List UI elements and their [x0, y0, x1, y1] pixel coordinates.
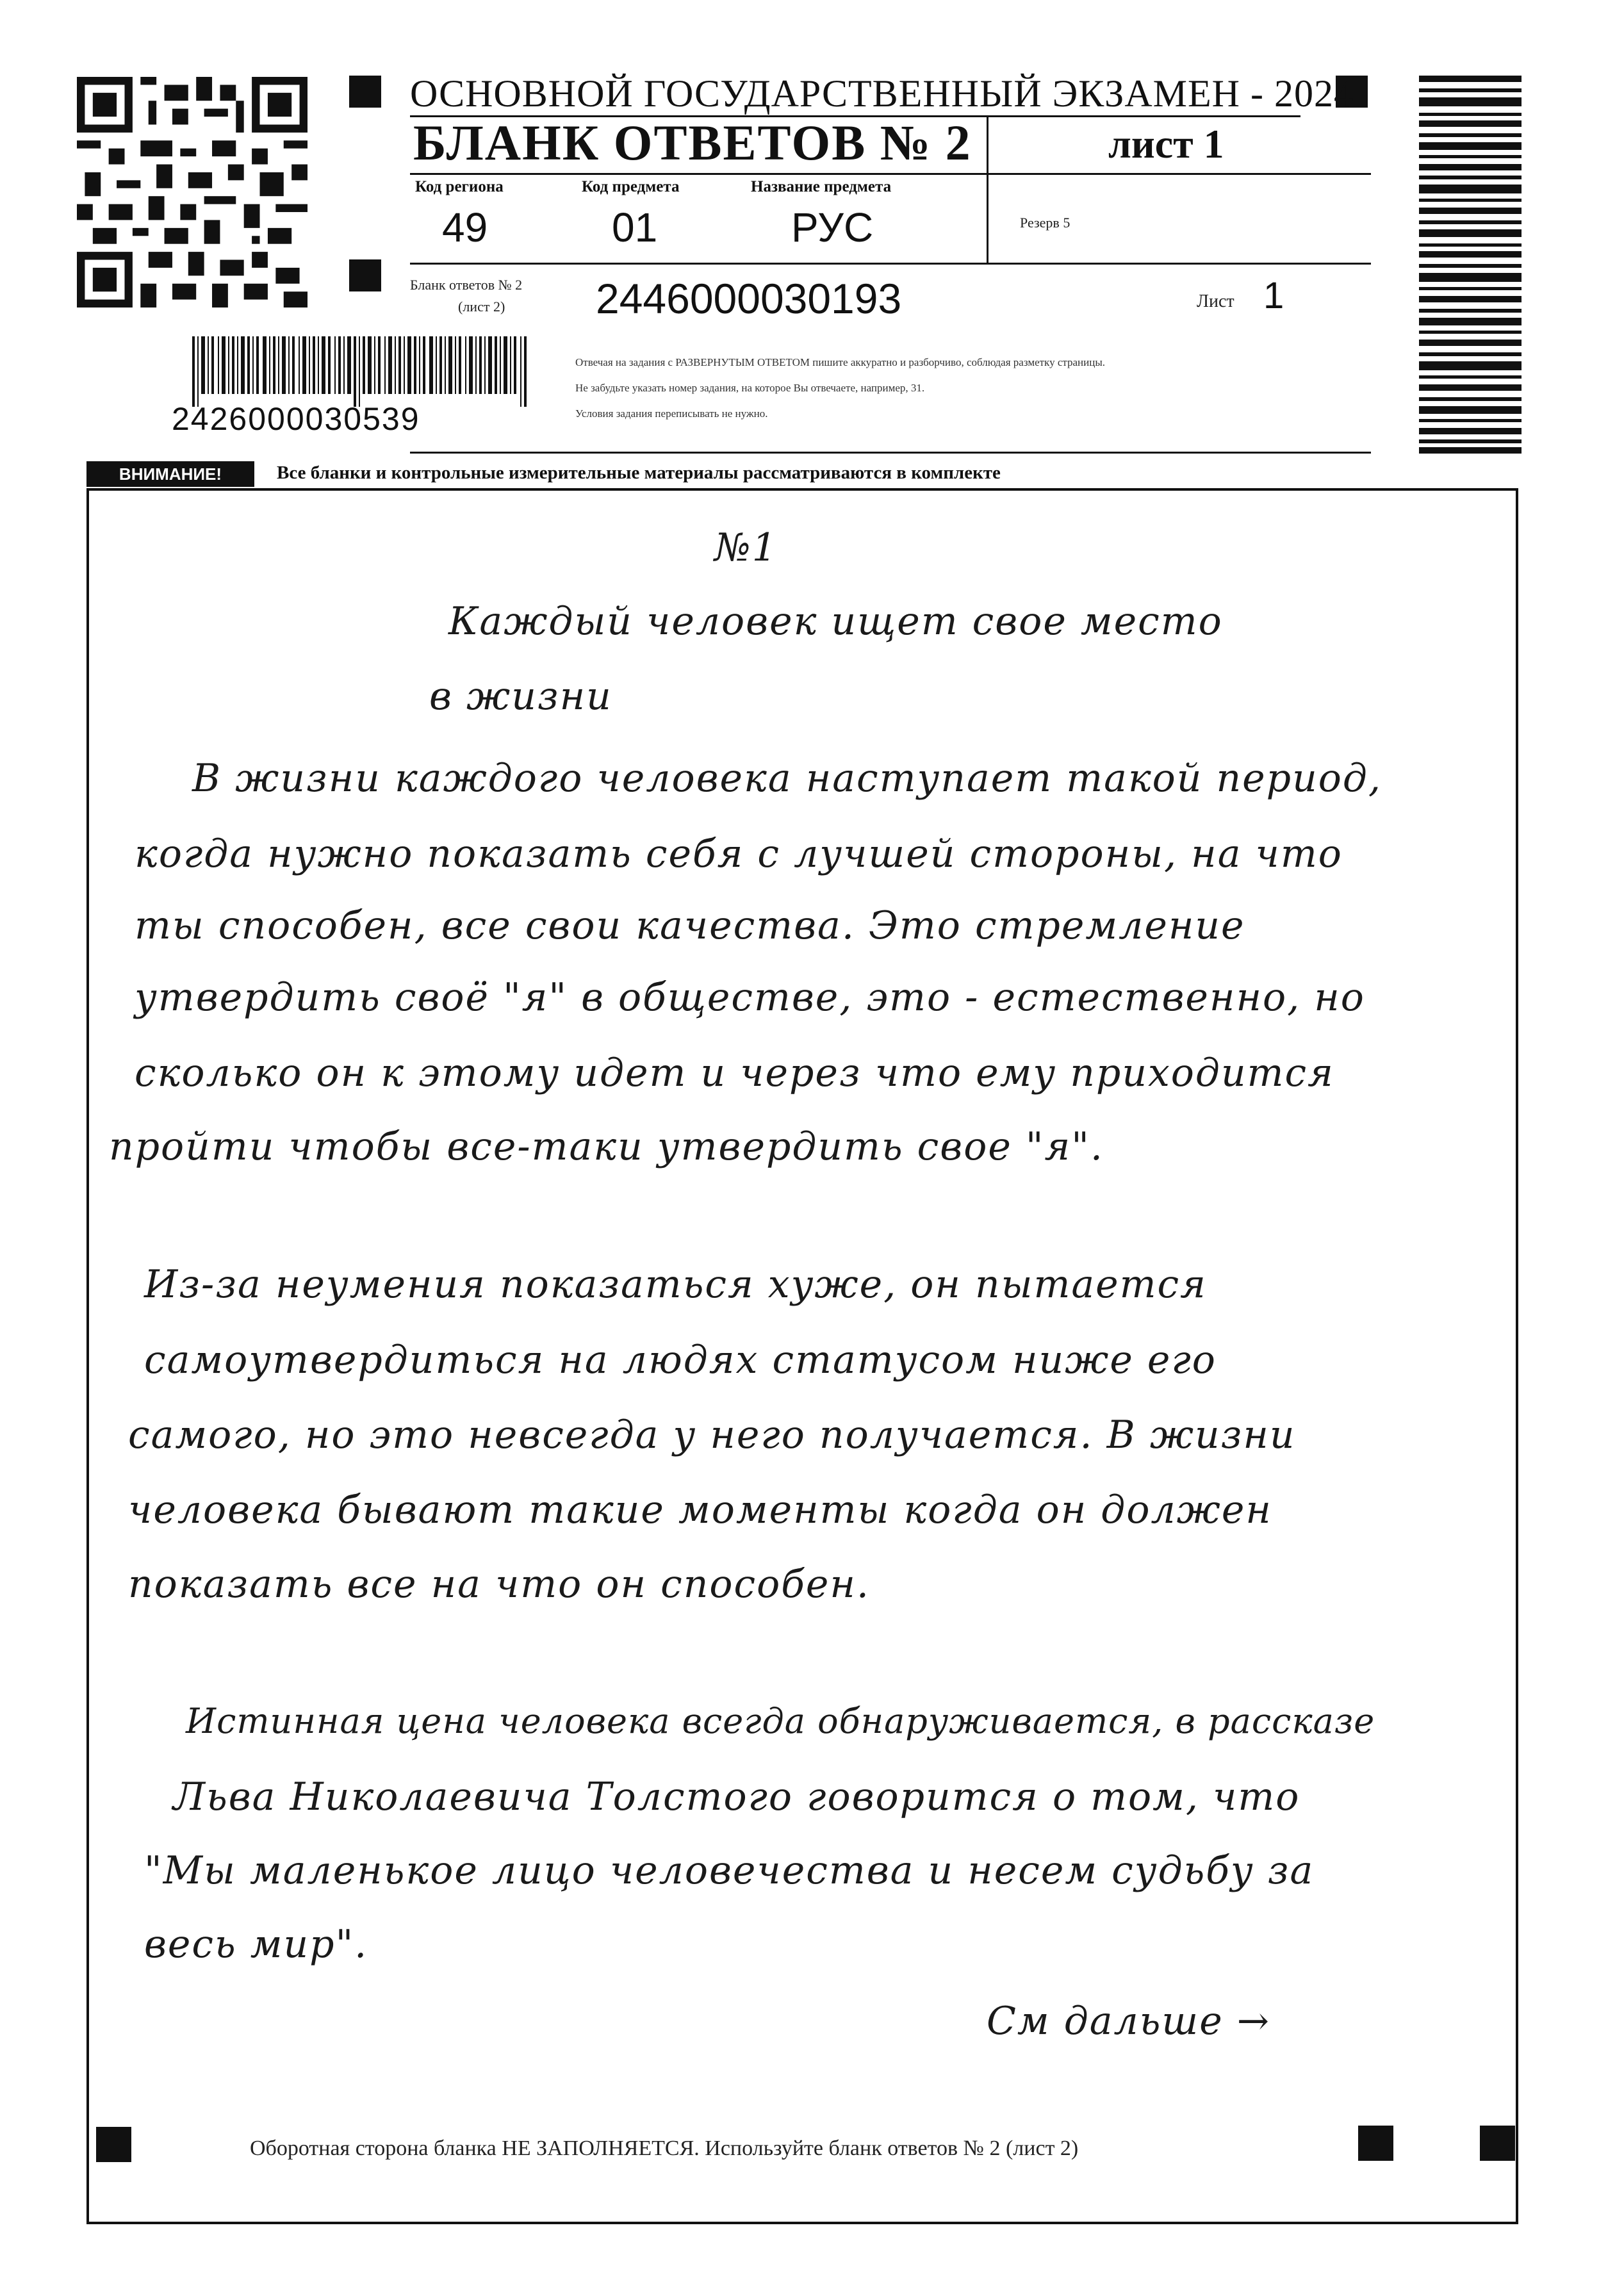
sheet-label: лист 1 [1108, 121, 1224, 167]
subject-code-label: Код предмета [582, 178, 680, 195]
side-barcode [1419, 76, 1521, 454]
essay-line: Истинная цена человека всегда обнаруживается, в рассказе [186, 1701, 1375, 1741]
qr-code [77, 77, 308, 307]
essay-line: Льва Николаевича Толстого говорится о том, что [173, 1775, 1300, 1819]
exam-title: ОСНОВНОЙ ГОСУДАРСТВЕННЫЙ ЭКЗАМЕН - 2024 [410, 72, 1354, 115]
essay-line: Из-за неумения показаться хуже, он пытается [144, 1262, 1207, 1307]
header-rule-2 [410, 173, 1371, 175]
essay-title-line-1: Каждый человек ищет свое место [448, 599, 1223, 644]
essay-line: "Мы маленькое лицо человечества и несем судьбу за [144, 1848, 1315, 1893]
essay-line: утвердить своё "я" в обществе, это - естественно, но [135, 975, 1365, 1020]
instruction-line-2: Не забудьте указать номер задания, на которое Вы отвечаете, например, 31. [575, 382, 925, 394]
form-title: БЛАНК ОТВЕТОВ № 2 [413, 115, 972, 170]
essay-line: показать все на что он способен. [128, 1562, 870, 1607]
essay-line: сколько он к этому идет и через что ему приходится [135, 1051, 1334, 1095]
essay-line: самого, но это невсегда у него получается. В жизни [128, 1413, 1296, 1457]
task-number: №1 [714, 525, 778, 570]
header-bottom-rule [410, 452, 1371, 454]
instruction-line-1: Отвечая на задания с РАЗВЕРНУТЫМ ОТВЕТОМ пишите аккуратно и разборчиво, соблюдая разметку страницы. [575, 356, 1106, 368]
registration-mark-top-left [349, 76, 381, 108]
form2-ref-line2: (лист 2) [458, 299, 505, 315]
subject-code-value: 01 [612, 204, 658, 250]
list-label: Лист [1197, 291, 1234, 311]
region-value: 49 [442, 204, 488, 250]
warning-badge: ВНИМАНИЕ! [86, 461, 254, 487]
reserve-label: Резерв 5 [1020, 215, 1070, 231]
essay-line: самоутвердиться на людях статусом ниже его [144, 1338, 1217, 1382]
list-value: 1 [1263, 275, 1284, 316]
region-label: Код региона [415, 178, 504, 195]
essay-line: ты способен, все свои качества. Это стремление [135, 903, 1245, 948]
instruction-line-3: Условия задания переписывать не нужно. [575, 407, 768, 420]
header-divider-vertical [987, 115, 988, 264]
essay-line: когда нужно показать себя с лучшей стороны, на что [135, 832, 1343, 876]
essay-line: В жизни каждого человека наступает такой период, [192, 756, 1382, 801]
essay-line: весь мир". [144, 1922, 368, 1967]
form2-ref-line1: Бланк ответов № 2 [410, 277, 523, 293]
registration-mark-mid-left [349, 259, 381, 291]
warning-text: Все бланки и контрольные измерительные материалы рассматриваются в комплекте [277, 463, 1001, 483]
barcode-number: 2426000030539 [172, 401, 420, 437]
header-rule-3 [410, 263, 1371, 265]
footer-note: Оборотная сторона бланка НЕ ЗАПОЛНЯЕТСЯ. Используйте бланк ответов № 2 (лист 2) [250, 2136, 1079, 2160]
form-code: 2446000030193 [596, 275, 902, 322]
subject-name-value: РУС [791, 204, 874, 250]
form-barcode [192, 336, 532, 407]
essay-line: человека бывают такие моменты когда он должен [128, 1488, 1272, 1532]
continued-note: См дальше → [987, 1999, 1271, 2044]
essay-line: пройти чтобы все-таки утвердить свое "я". [109, 1124, 1104, 1169]
essay-title-line-2: в жизни [429, 674, 612, 719]
subject-name-label: Название предмета [751, 178, 892, 195]
